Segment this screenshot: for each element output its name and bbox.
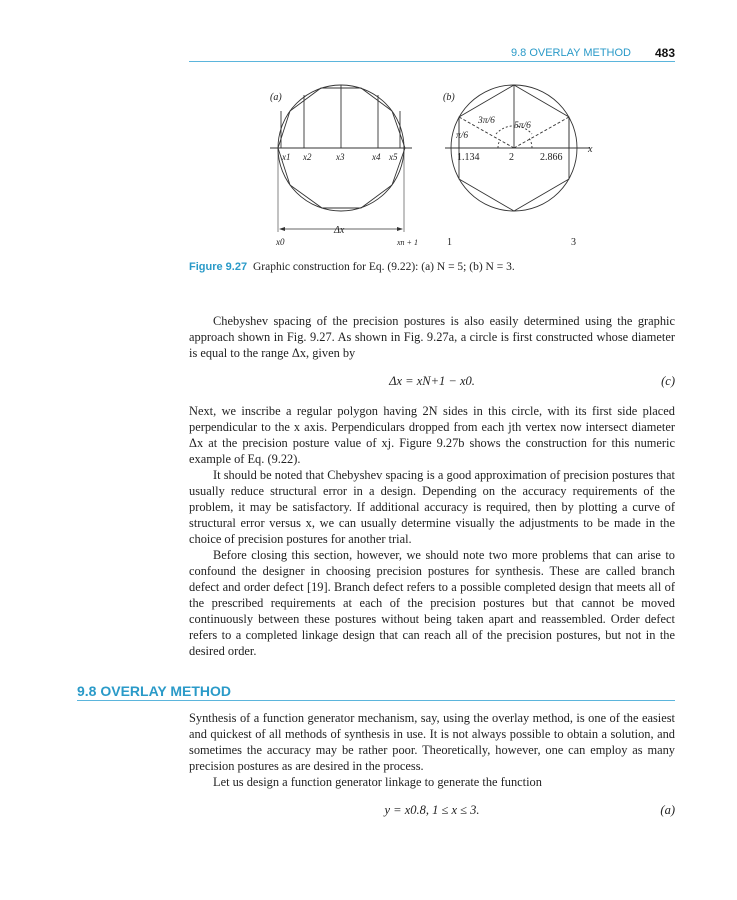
body-paragraph-1: Chebyshev spacing of the precision postures is also easily determined using the graphic approach shown in Fig. 9.27. As shown in Fig. 9.27a, a circle is first constructed whose diameter is equal to the range Δx, given by	[189, 314, 675, 360]
body-paragraph-4: Before closing this section, however, we should note two more problems that can arise to confound the designer in choosing precision postures for synthesis. These are called branch defect and order defect [19]. Branch defect refers to a possible completed design that meets all of the prescribed requirements at each of the precision postures but that cannot be moved continuously between these postures without being taken apart and reassembled. Order defect refers to a completed linkage design that can reach all of the precision postures, but not in the desired order.	[189, 548, 675, 658]
label-bottom-3: 3	[571, 237, 576, 248]
section-rule	[77, 700, 675, 701]
label-x4: x4	[372, 152, 381, 162]
label-x3: x3	[336, 152, 345, 162]
section-heading: 9.8 OVERLAY METHOD	[77, 683, 232, 699]
section-paragraph-2: Let us design a function generator linkage to generate the function	[213, 775, 542, 789]
label-x1: x1	[282, 152, 291, 162]
label-bottom-1: 1	[447, 237, 452, 248]
equation-a-body: y = x0.8, 1 ≤ x ≤ 3.	[384, 803, 480, 817]
label-b: (b)	[443, 92, 455, 103]
section-paragraphs-block	[189, 710, 675, 790]
equation-c-body: Δx = xN+1 − x0.	[389, 374, 475, 388]
label-2: 2	[509, 152, 514, 163]
equation-c-tag: (c)	[661, 374, 675, 388]
label-angle-5pi-6: 5π/6	[514, 121, 531, 131]
equation-a	[189, 803, 675, 821]
equation-a-tag: (a)	[660, 803, 675, 817]
body-paragraphs-block	[189, 403, 675, 659]
panel-b	[445, 85, 590, 211]
label-a: (a)	[270, 92, 282, 103]
arrowhead-left	[279, 227, 285, 231]
label-x-axis: x	[588, 144, 593, 155]
figure-caption-text: Graphic construction for Eq. (9.22): (a) N = 5; (b) N = 3.	[252, 261, 515, 273]
arc-pi-6	[498, 140, 500, 148]
label-x5: x5	[389, 152, 398, 162]
arrowhead-right	[397, 227, 403, 231]
label-1-134: 1.134	[457, 152, 480, 163]
figure-caption	[189, 260, 675, 274]
body-paragraph-3: It should be noted that Chebyshev spacing is a good approximation of precision postures that usually reduce structural error in a design. Depending on the accuracy requirements of the problem, it may be satisfactory. If additional accuracy is required, then by plotting a curve of structural error versus x, we can usually determine visually the adjustments to be made in the choice of precision postures for another trial.	[189, 468, 675, 546]
body-paragraph-1-block	[189, 313, 675, 361]
label-2-866: 2.866	[540, 152, 563, 163]
label-delta-x: Δx	[334, 225, 345, 236]
arc-5pi-6	[529, 138, 532, 148]
body-paragraph-2: Next, we inscribe a regular polygon having 2N sides in this circle, with its first side placed perpendicular to the x axis. Perpendiculars dropped from each jth vertex now intersect diameter Δx at the precision posture value of xj. Figure 9.27b shows the construction for this numeric example of Eq. (9.22).	[189, 404, 675, 466]
section-paragraph-1: Synthesis of a function generator mechanism, say, using the overlay method, is one of the easiest and quickest of all methods of synthesis in use. It is not always possible to obtain a solution, and sometimes the accuracy may be rather poor. Theoretically, however, one can employ as many precision postures as are desired in the process.	[189, 711, 675, 773]
equation-c	[189, 374, 675, 392]
running-header-section: 9.8 OVERLAY METHOD	[510, 47, 631, 59]
figure-svg	[0, 0, 737, 260]
figure-caption-label: Figure 9.27	[189, 261, 248, 273]
label-x2: x2	[303, 152, 312, 162]
page-number: 483	[654, 46, 675, 60]
label-x0: x0	[276, 237, 285, 247]
label-xn1: xn + 1	[397, 238, 418, 247]
figure-9-27	[0, 0, 737, 260]
label-angle-pi-6: π/6	[456, 131, 469, 141]
label-angle-3pi-6: 3π/6	[478, 116, 495, 126]
